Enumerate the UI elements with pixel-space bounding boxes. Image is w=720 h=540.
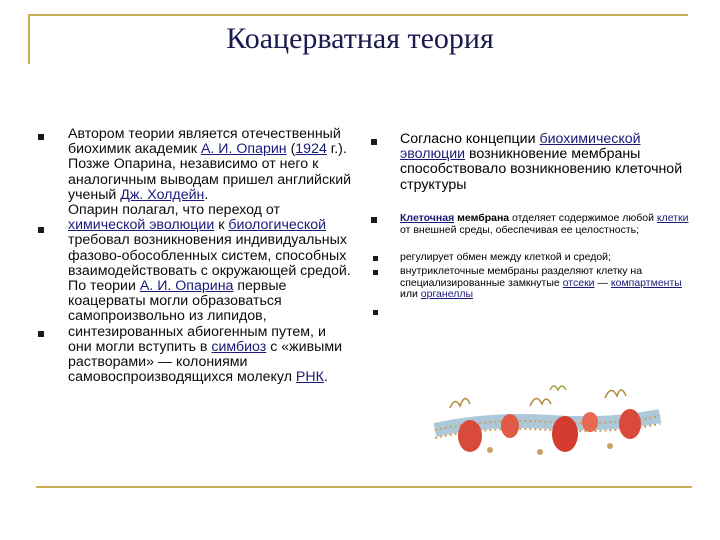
bullet-marker [38,227,44,233]
bottom-rule [36,486,692,488]
text: Согласно концепции [400,131,540,147]
link-1924[interactable]: 1924 [295,141,327,158]
text: требовал возникновения индивидуальных фазово-обособленных систем, способных взаимодействовать с окружающей средой. [68,232,351,279]
text: с «живыми растворами» — колониями самовоспроизводящихся молекул [68,338,342,386]
bullet-marker [38,134,44,140]
text: Автором теории является отечественный биохимик академик [68,126,341,158]
link-oparin-2[interactable]: А. И. Опарина [139,278,234,295]
bullet-marker [373,270,378,275]
text: регулирует обмен между клеткой и средой; [400,251,611,263]
link-compartments-sections[interactable]: отсеки [562,276,595,289]
text: к [214,217,229,234]
bullet-marker [373,256,378,261]
page-title: Коацерватная теория [226,22,494,55]
text: . [323,369,328,386]
paragraph-author [68,127,353,203]
bullet-marker [371,139,377,145]
text: мембрана [454,212,510,224]
text: первые коацерваты могли образоваться самопроизвольно из липидов, синтезированных абиогенным путем, и они могли вступить в [68,278,326,355]
cell-membrane-illustration [430,378,665,466]
text: — [594,276,611,289]
bullet-marker [373,310,378,315]
link-symbiosis[interactable]: симбиоз [211,338,267,355]
link-cells[interactable]: клетки [656,212,689,224]
text: ( [286,141,296,158]
right-paragraph-regulates [400,252,690,264]
top-rule [28,14,688,16]
link-oparin[interactable]: А. И. Опарин [200,141,287,158]
bullet-marker [371,217,377,223]
paragraph-coacervates [68,279,353,385]
text: возникновение мембраны способствовало возникновению клеточной структуры [400,146,683,193]
link-compartments[interactable]: компартменты [610,276,682,289]
text: или [400,288,421,301]
link-biochemical-evolution[interactable]: биохимической эволюции [400,131,641,163]
right-paragraph-membrane [400,213,690,236]
link-cellular[interactable]: Клеточная [400,212,455,224]
text: отделяет содержимое любой [509,212,657,224]
text: . [204,186,209,203]
paragraph-transition [68,203,353,279]
text: от внешней среды, обеспечивая ее целостность; [400,223,640,236]
link-rna[interactable]: РНК [295,369,324,386]
link-biological[interactable]: биологической [228,217,327,234]
right-paragraph-intracellular [400,266,690,301]
text: внутриклеточные мембраны разделяют клетку на специализированные замкнутые [400,265,643,289]
left-column [68,127,353,385]
link-organelles[interactable]: органеллы [420,288,473,301]
link-haldane[interactable]: Дж. Холдейн [120,186,205,203]
right-paragraph-concept [400,132,690,193]
text: По теории [68,278,140,295]
link-chemical-evolution[interactable]: химической эволюции [68,217,215,234]
text: Опарин полагал, что переход от [68,202,280,219]
bullet-marker [38,331,44,337]
text: г.). Позже Опарина, независимо от него к аналогичным выводам пришел английский ученый [68,141,352,203]
